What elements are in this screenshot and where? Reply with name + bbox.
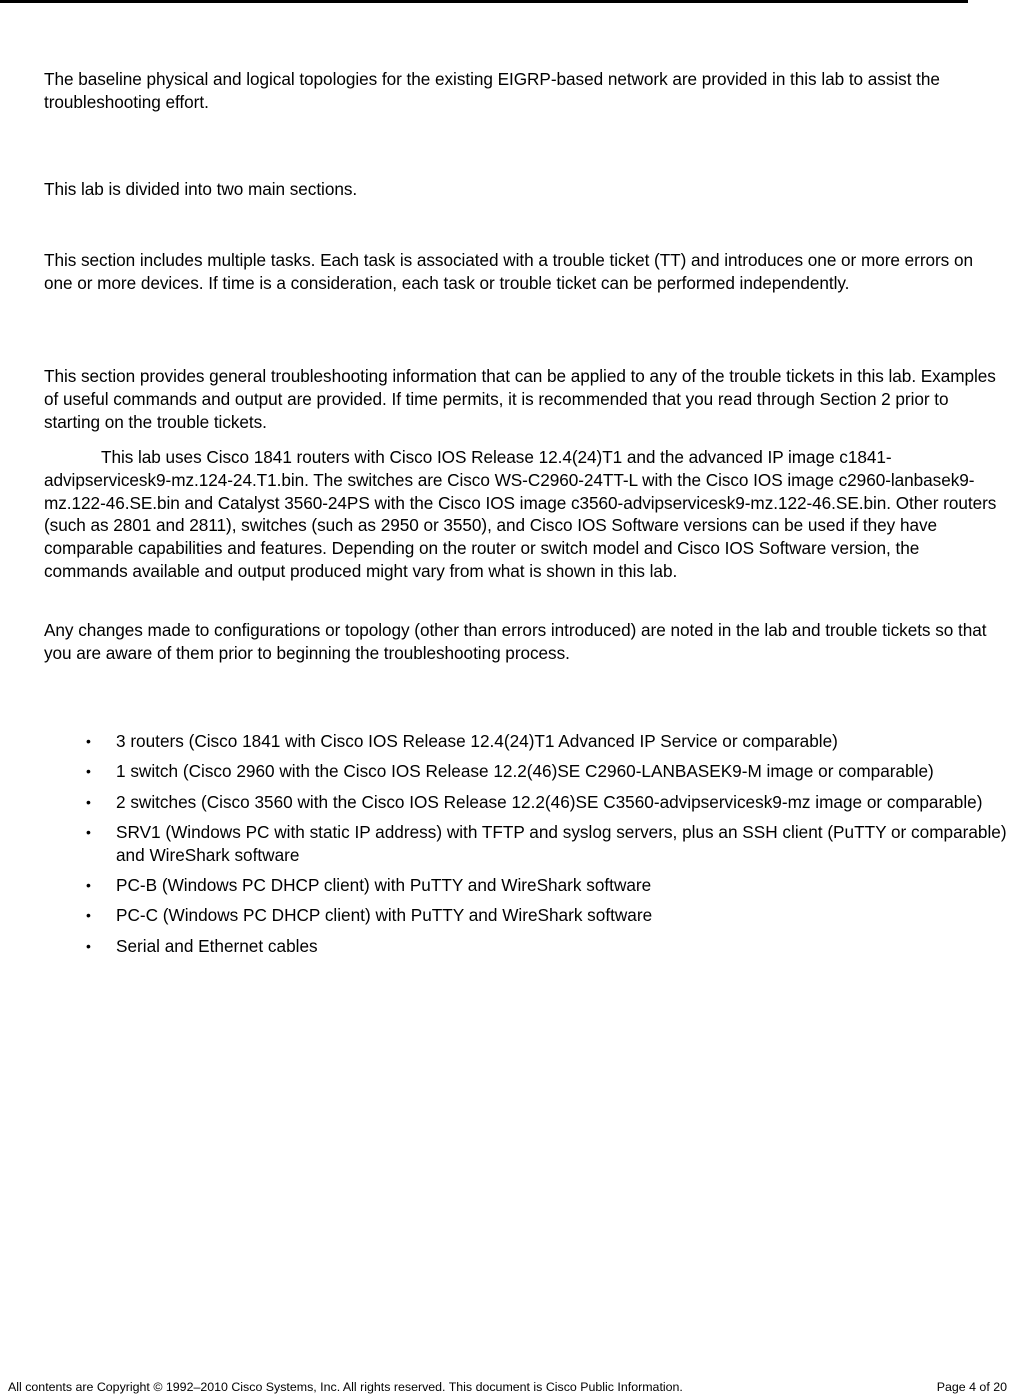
paragraph-topology-intro: The baseline physical and logical topologies for the existing EIGRP-based network are provided in this lab to assist the troubleshooting effort. <box>44 69 940 112</box>
list-item-text: 3 routers (Cisco 1841 with Cisco IOS Release 12.4(24)T1 Advanced IP Service or comparable) <box>116 731 838 751</box>
list-item-text: Serial and Ethernet cables <box>116 935 318 956</box>
bullet-icon: • <box>86 823 91 840</box>
paragraph-sections-intro: This lab is divided into two main sections. <box>44 179 358 199</box>
bullet-icon: • <box>86 937 91 954</box>
header-rule <box>0 0 968 3</box>
bullet-icon: • <box>86 907 91 924</box>
footer-page-number: Page 4 of 20 <box>936 1380 1007 1394</box>
list-item <box>0 791 1014 814</box>
bullet-icon: • <box>86 763 91 780</box>
bullet-icon: • <box>86 876 91 893</box>
list-item <box>0 760 1014 783</box>
paragraph-changes-note: Any changes made to configurations or topology (other than errors introduced) are noted in the lab and trouble tickets so that you are aware of them prior to beginning the troubleshooting process. <box>44 620 987 663</box>
paragraph-equipment-note: This lab uses Cisco 1841 routers with Cisco IOS Release 12.4(24)T1 and the advanced IP image c1841-advipservicesk9-mz.124-24.T1.bin. The switches are Cisco WS-C2960-24TT-L with the Cisco IOS image c2960-lanbasek9-mz.122-46.SE.bin and Catalyst 3560-24PS with the Cisco IOS image c3560-advipservicesk9-mz.122-46.SE.bin. Other routers (such as 2801 and 2811), switches (such as 2950 or 3550), and Cisco IOS Software versions can be used if they have comparable capabilities and features. Depending on the router or switch model and Cisco IOS Software version, the commands available and output produced might vary from what is shown in this lab. <box>44 447 997 581</box>
paragraph-section-2: This section provides general troubleshooting information that can be applied to any of the trouble tickets in this lab. Examples of useful commands and output are provided. If time permits, it is recommended that you read through Section 2 prior to starting on the trouble tickets. <box>44 366 996 432</box>
bullet-icon: • <box>86 733 91 749</box>
list-item <box>0 730 1014 753</box>
list-item <box>0 935 1014 958</box>
list-item <box>0 821 1014 867</box>
list-item <box>0 874 1014 897</box>
list-item-text: PC-B (Windows PC DHCP client) with PuTTY and WireShark software <box>116 874 652 895</box>
paragraph-section-1: This section includes multiple tasks. Each task is associated with a trouble ticket (TT) and introduces one or more errors on one or more devices. If time is a consideration, each task or trouble ticket can be performed independently. <box>44 250 973 293</box>
list-item <box>0 904 1014 927</box>
footer-copyright: All contents are Copyright © 1992–2010 Cisco Systems, Inc. All rights reserved. This document is Cisco Public Information. <box>8 1380 683 1394</box>
list-item-text: 2 switches (Cisco 3560 with the Cisco IOS Release 12.2(46)SE C3560-advipservicesk9-mz image or comparable) <box>116 791 983 812</box>
list-item-text: 1 switch (Cisco 2960 with the Cisco IOS Release 12.2(46)SE C2960-LANBASEK9-M image or comparable) <box>116 761 934 782</box>
bullet-icon: • <box>86 793 91 810</box>
list-item-text: PC-C (Windows PC DHCP client) with PuTTY and WireShark software <box>116 905 653 926</box>
required-resources-list <box>0 730 1014 965</box>
list-item-text: SRV1 (Windows PC with static IP address) with TFTP and syslog servers, plus an SSH client (PuTTY or comparable) and WireShark software <box>116 821 1007 865</box>
